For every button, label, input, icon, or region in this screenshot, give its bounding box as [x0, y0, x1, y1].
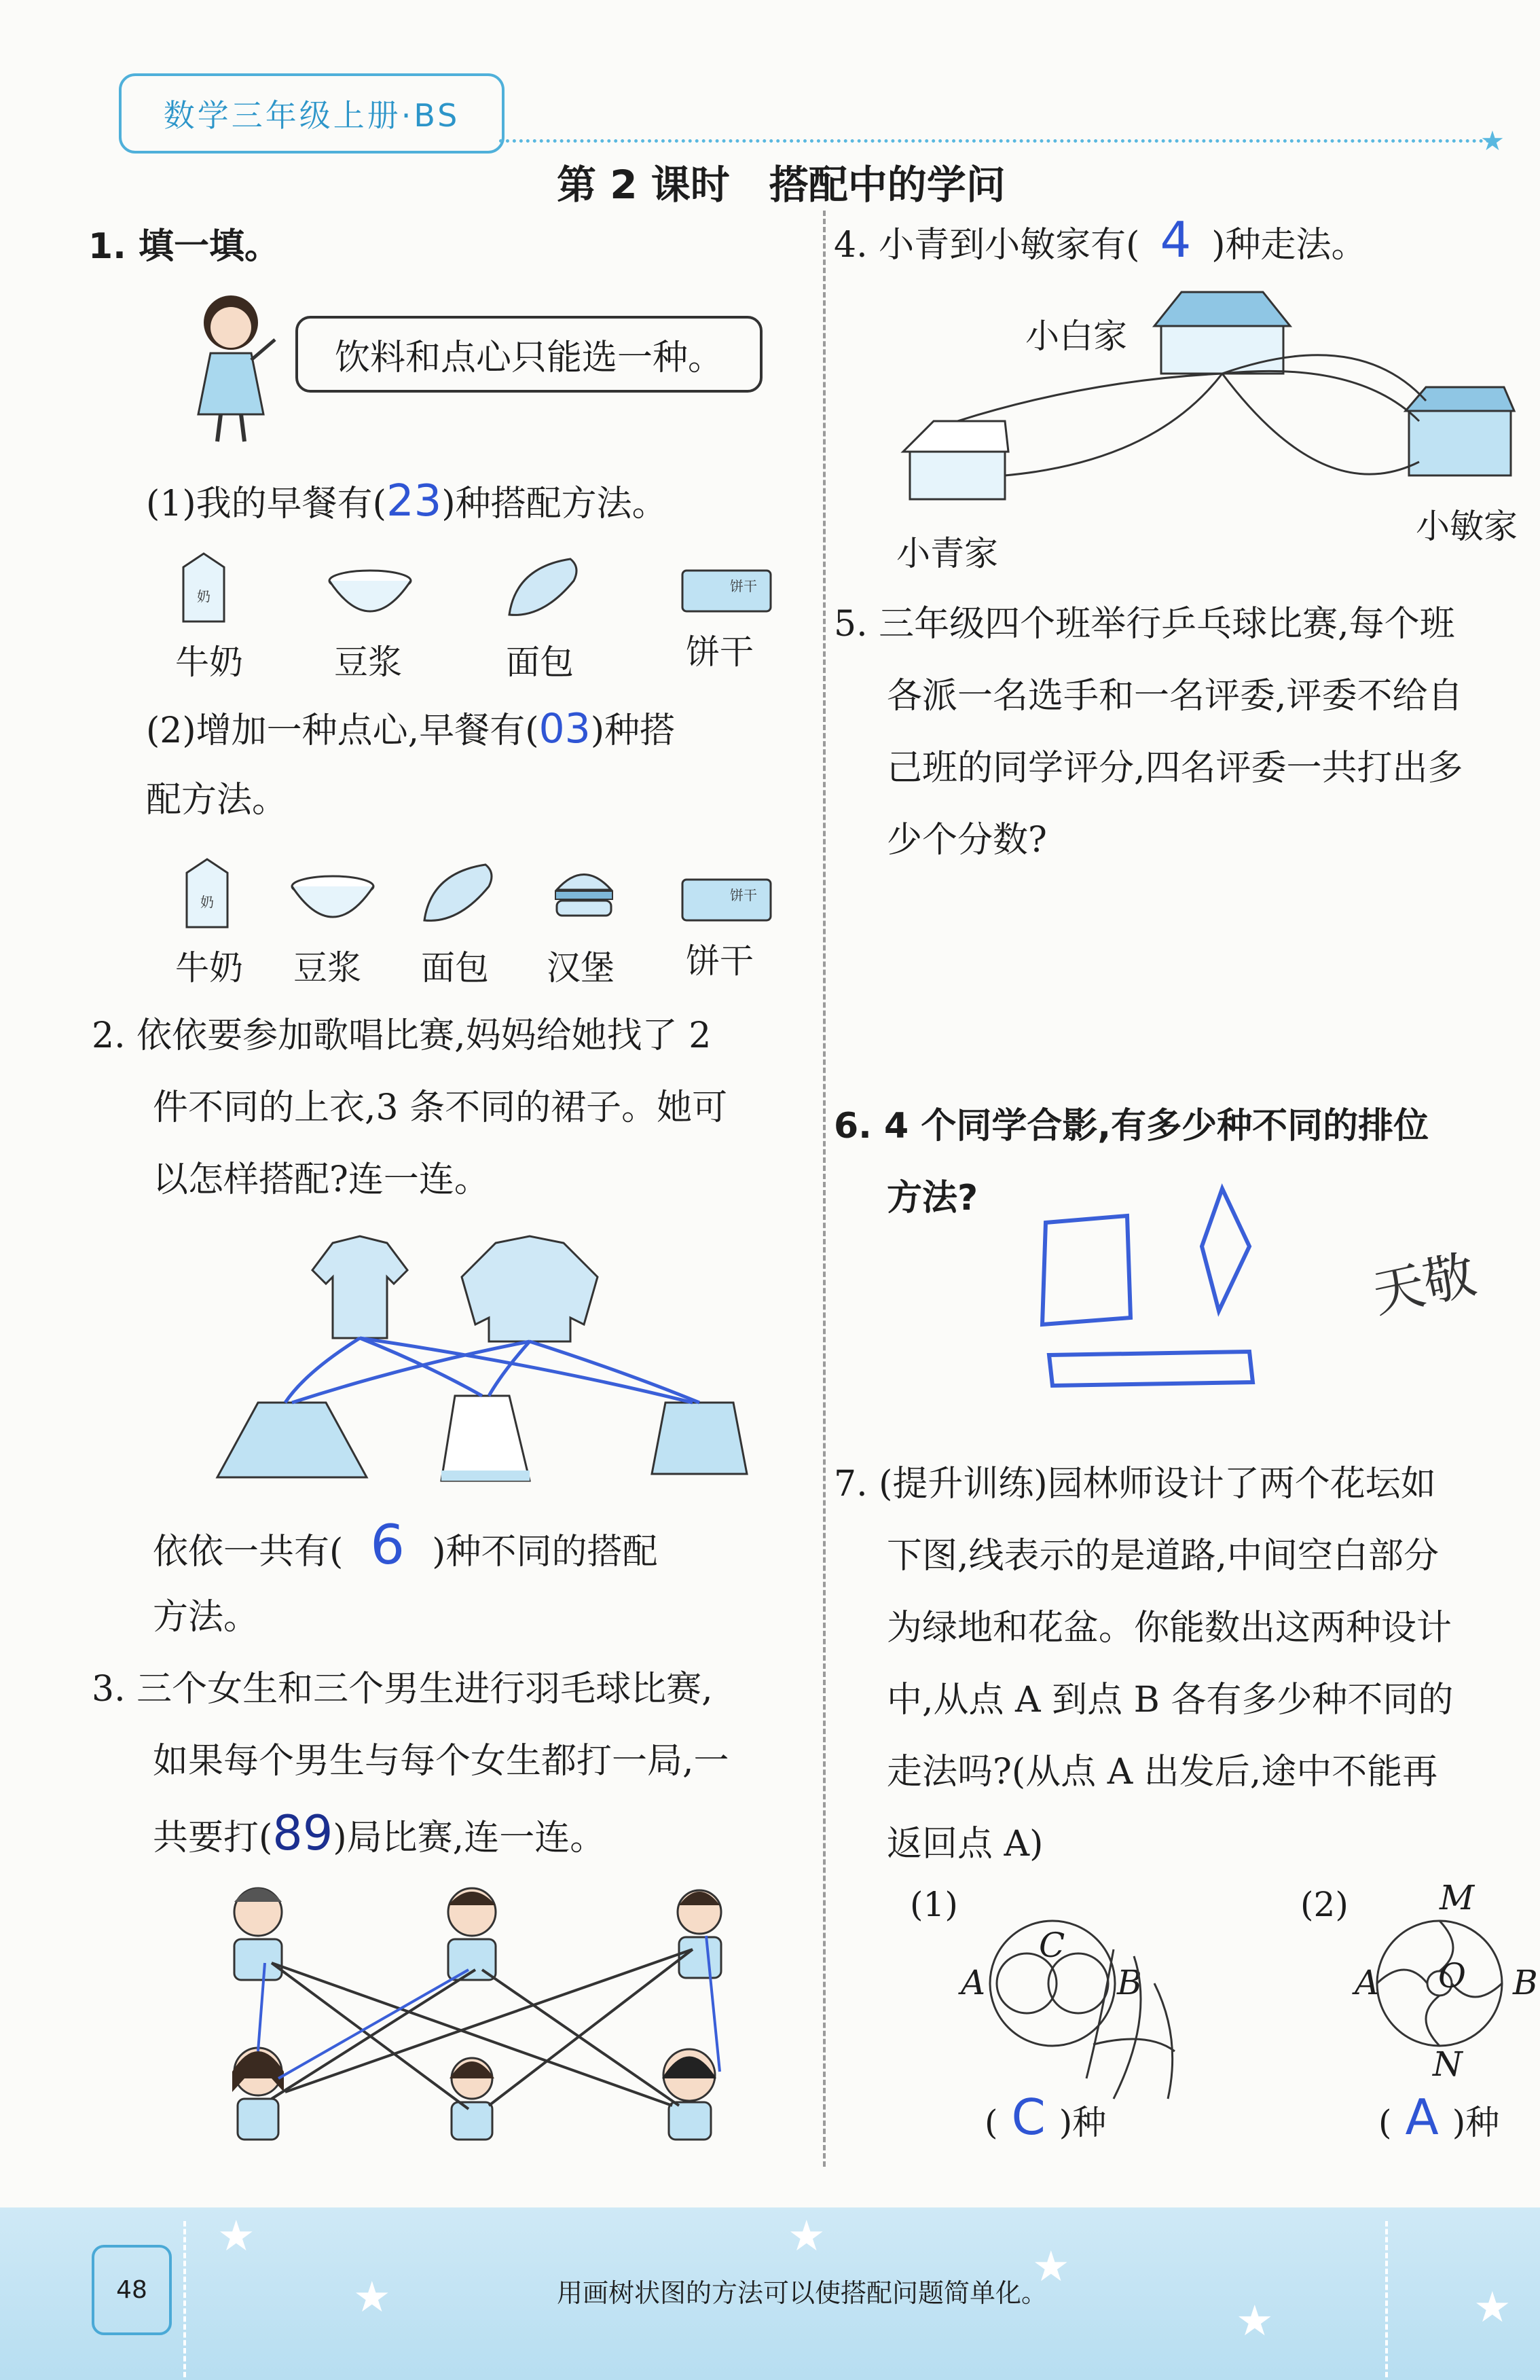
house-icon-xiaomin — [1406, 387, 1514, 475]
q5-line: 己班的同学评分,四名评委一共打出多 — [887, 748, 1463, 789]
bread-icon — [418, 859, 499, 927]
book-tag: 数学三年级上册·BS — [119, 73, 505, 154]
house-icon-xiaoqing — [903, 421, 1008, 499]
q4-line — [834, 204, 1367, 281]
q2-line: 2. 依依要参加歌唱比赛,妈妈给她找了 2 — [92, 1015, 712, 1056]
fig2-answer-line — [1378, 2089, 1499, 2146]
svg-text:饼干: 饼干 — [730, 887, 757, 903]
fig2-point-m: M — [1440, 1878, 1475, 1917]
svg-text:奶: 奶 — [200, 894, 214, 910]
hamburger-icon — [550, 863, 618, 924]
star-icon: ★ — [353, 2272, 391, 2322]
q3-line3 — [153, 1797, 605, 1874]
q7-line: 中,从点 A 到点 B 各有多少种不同的 — [887, 1680, 1454, 1720]
q5-line: 各派一名选手和一名评委,评委不给自 — [887, 676, 1463, 717]
fig1-point-a: A — [961, 1963, 986, 2002]
q4-before: 4. 小青到小敏家有( — [834, 225, 1140, 266]
footer-tip: 用画树状图的方法可以使搭配问题简单化。 — [557, 2278, 1048, 2308]
q6-scribble: 天敬 — [1367, 1244, 1481, 1324]
q1-part1-answer: 23 — [386, 476, 442, 526]
fig2-label: (2) — [1300, 1885, 1349, 1924]
fig2-point-n: N — [1433, 2044, 1463, 2084]
shirt-icon — [312, 1236, 407, 1338]
star-icon: ★ — [1236, 2296, 1274, 2345]
q1-part2-answer: 03 — [538, 705, 591, 753]
q5-line: 少个分数? — [887, 820, 1047, 861]
bread-icon — [502, 554, 584, 621]
bowl-icon — [289, 873, 377, 934]
q3-line: 如果每个男生与每个女生都打一局,一 — [153, 1741, 729, 1782]
girl-icon — [662, 2049, 716, 2140]
q5-line: 5. 三年级四个班举行乒乓球比赛,每个班 — [834, 604, 1455, 645]
q6-line: 方法? — [887, 1178, 978, 1219]
q7-line: 走法吗?(从点 A 出发后,途中不能再 — [887, 1752, 1438, 1792]
q2-answer-after: )种不同的搭配 — [432, 1532, 658, 1572]
q3-line: 3. 三个女生和三个男生进行羽毛球比赛, — [92, 1669, 713, 1710]
item-label: 豆浆 — [334, 643, 402, 682]
boy-icon — [448, 1888, 496, 1980]
q7-line: 7. (提升训练)园林师设计了两个花坛如 — [834, 1464, 1436, 1504]
milk-carton-icon — [180, 856, 234, 931]
fig2-answer-open: ( — [1378, 2103, 1392, 2142]
fig1-point-b: B — [1117, 1963, 1142, 2002]
q7-line: 返回点 A) — [887, 1824, 1044, 1864]
pleated-skirt-icon — [217, 1403, 367, 1477]
girl-icon — [232, 2048, 284, 2140]
q1-part2-line2: 配方法。 — [146, 780, 288, 821]
label-xiaomin: 小敏家 — [1416, 507, 1518, 546]
q2-answer-line2: 方法。 — [153, 1597, 259, 1638]
boy-icon — [678, 1890, 721, 1978]
pen-scribble — [1073, 1943, 1195, 2112]
footer-divider — [183, 2221, 186, 2377]
item-label: 牛奶 — [175, 643, 243, 682]
fig2-answer: A — [1405, 2089, 1439, 2146]
item-label: 饼干 — [686, 632, 754, 672]
clothes-matching-figure — [204, 1236, 760, 1494]
q6-line: 6. 4 个同学合影,有多少种不同的排位 — [834, 1106, 1429, 1147]
fig2-point-o: O — [1438, 1956, 1466, 1996]
q4-after: )种走法。 — [1211, 225, 1367, 266]
fig1-point-c: C — [1039, 1926, 1065, 1965]
item-label: 豆浆 — [293, 948, 361, 988]
match-lines — [285, 1338, 699, 1403]
q1-part2-before: (2)增加一种点心,早餐有( — [146, 710, 539, 751]
route-map-figure — [883, 285, 1535, 509]
q2-answer-before: 依依一共有( — [153, 1532, 344, 1572]
page-title: 第 2 课时 搭配中的学问 — [557, 162, 1006, 208]
fig1-answer-open: ( — [985, 2103, 998, 2142]
q2-answer-line — [153, 1509, 658, 1588]
item-label: 牛奶 — [175, 948, 243, 988]
star-icon: ★ — [1473, 2282, 1511, 2332]
q1-part1-before: (1)我的早餐有( — [146, 484, 386, 524]
item-label: 面包 — [421, 948, 489, 988]
denim-skirt-icon — [652, 1403, 747, 1474]
fig2-point-a: A — [1355, 1963, 1380, 2002]
q3-line3-before: 共要打( — [153, 1818, 273, 1858]
svg-text:奶: 奶 — [197, 588, 210, 605]
q2-line: 以怎样搭配?连一连。 — [153, 1159, 490, 1200]
biscuit-packet-icon — [679, 876, 774, 924]
q7-line: 为绿地和花盆。你能数出这两种设计 — [887, 1608, 1452, 1648]
svg-text:饼干: 饼干 — [730, 578, 757, 594]
column-divider — [823, 211, 826, 2167]
milk-carton-icon — [177, 550, 231, 625]
fig1-answer-close: )种 — [1059, 2103, 1107, 2142]
q1-part1-line — [146, 465, 667, 540]
house-icon-xiaobai — [1154, 292, 1290, 374]
white-skirt-icon — [441, 1396, 530, 1481]
footer-divider — [1385, 2221, 1388, 2377]
drawn-shapes — [1032, 1182, 1256, 1406]
fig1-label: (1) — [910, 1885, 958, 1924]
fig2-answer-close: )种 — [1452, 2103, 1500, 2142]
speech-bubble: 饮料和点心只能选一种。 — [295, 316, 763, 393]
star-icon: ★ — [1032, 2241, 1070, 2291]
label-xiaoqing: 小青家 — [896, 534, 998, 573]
biscuit-packet-icon — [679, 567, 774, 615]
fig1-answer: C — [1011, 2089, 1046, 2146]
q1-part2-line — [146, 693, 675, 767]
q3-answer: 89 — [272, 1805, 333, 1861]
q1-heading: 1. 填一填。 — [88, 226, 280, 267]
q4-answer: 4 — [1160, 211, 1192, 268]
star-icon: ★ — [788, 2211, 826, 2260]
bowl-icon — [326, 567, 414, 628]
q2-line: 件不同的上衣,3 条不同的裙子。她可 — [153, 1087, 728, 1128]
q1-part2-after: )种搭 — [590, 710, 676, 751]
jacket-icon — [462, 1236, 598, 1341]
label-xiaobai: 小白家 — [1025, 317, 1127, 356]
fig2-point-b: B — [1513, 1963, 1538, 2002]
page-number: 48 — [92, 2245, 172, 2335]
item-label: 面包 — [506, 643, 574, 682]
star-icon: ★ — [217, 2211, 255, 2260]
q1-part1-after: )种搭配方法。 — [441, 484, 667, 524]
q3-line3-after: )局比赛,连一连。 — [333, 1818, 606, 1858]
item-label: 汉堡 — [547, 948, 615, 988]
q7-line: 下图,线表示的是道路,中间空白部分 — [887, 1536, 1440, 1576]
q2-answer: 6 — [370, 1513, 405, 1576]
players-matching-figure — [204, 1875, 747, 2146]
girl-icon — [183, 285, 285, 448]
header-divider — [499, 139, 1490, 143]
item-label: 饼干 — [686, 941, 754, 981]
star-icon: ★ — [1480, 126, 1505, 157]
